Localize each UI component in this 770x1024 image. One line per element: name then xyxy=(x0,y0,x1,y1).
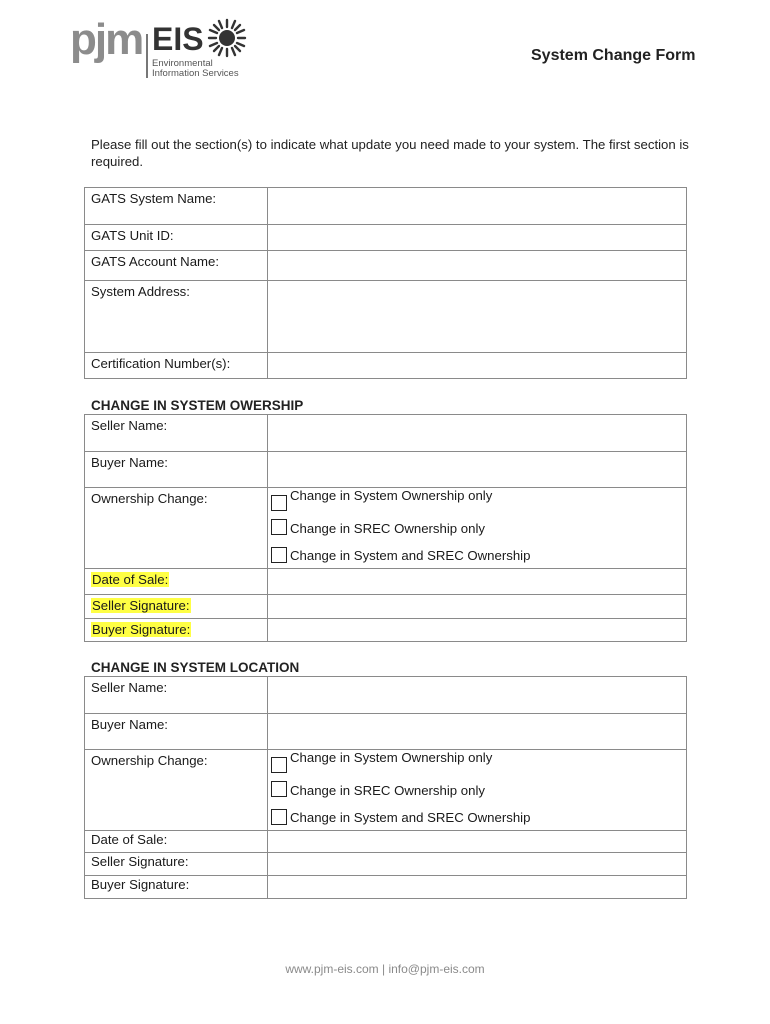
seller-signature-label: Seller Signature: xyxy=(85,595,268,619)
location-table xyxy=(84,676,687,899)
ownership-table xyxy=(84,414,687,642)
buyer-name-label: Buyer Name: xyxy=(85,714,268,750)
buyer-name-field[interactable] xyxy=(268,452,687,488)
sunburst-icon xyxy=(207,18,247,58)
logo-pjm: pjm xyxy=(70,15,143,64)
buyer-signature-field[interactable] xyxy=(268,619,687,642)
date-of-sale-field[interactable] xyxy=(268,831,687,853)
gats-unit-id-label: GATS Unit ID: xyxy=(85,225,268,251)
option-label: Change in System Ownership only xyxy=(290,488,493,503)
ownership-change-options xyxy=(268,488,687,569)
table-row xyxy=(85,225,687,251)
system-info-table xyxy=(84,187,687,379)
buyer-name-label: Buyer Name: xyxy=(85,452,268,488)
seller-name-label: Seller Name: xyxy=(85,677,268,714)
table-row xyxy=(85,188,687,225)
checkbox-icon[interactable] xyxy=(271,781,287,797)
option-label: Change in System and SREC Ownership xyxy=(290,810,531,825)
option-system-and-srec[interactable] xyxy=(268,546,686,568)
gats-system-name-field[interactable] xyxy=(268,188,687,225)
option-srec-ownership[interactable] xyxy=(268,518,686,546)
gats-unit-id-field[interactable] xyxy=(268,225,687,251)
seller-signature-field[interactable] xyxy=(268,595,687,619)
table-row xyxy=(85,876,687,899)
table-row xyxy=(85,750,687,831)
table-row xyxy=(85,488,687,569)
form-title: System Change Form xyxy=(531,47,696,64)
buyer-signature-field[interactable] xyxy=(268,876,687,899)
option-label: Change in System and SREC Ownership xyxy=(290,548,531,563)
gats-account-name-label: GATS Account Name: xyxy=(85,251,268,281)
logo-subtitle xyxy=(152,59,239,79)
option-label: Change in System Ownership only xyxy=(290,750,493,765)
buyer-name-field[interactable] xyxy=(268,714,687,750)
buyer-signature-label: Buyer Signature: xyxy=(85,619,268,642)
ownership-change-label: Ownership Change: xyxy=(85,488,268,569)
date-of-sale-label: Date of Sale: xyxy=(85,569,268,595)
logo-eis: EIS xyxy=(152,21,204,57)
table-row xyxy=(85,853,687,876)
option-system-ownership[interactable] xyxy=(268,488,686,518)
option-system-and-srec[interactable] xyxy=(268,808,686,830)
checkbox-icon[interactable] xyxy=(271,809,287,825)
ownership-change-label: Ownership Change: xyxy=(85,750,268,831)
table-row xyxy=(85,452,687,488)
option-system-ownership[interactable] xyxy=(268,750,686,780)
intro-text: Please fill out the section(s) to indicate what update you need made to your system. The first section is required. xyxy=(91,137,689,169)
checkbox-icon[interactable] xyxy=(271,757,287,773)
table-row xyxy=(85,353,687,379)
table-row xyxy=(85,251,687,281)
table-row xyxy=(85,281,687,353)
table-row xyxy=(85,619,687,642)
seller-signature-field[interactable] xyxy=(268,853,687,876)
checkbox-icon[interactable] xyxy=(271,547,287,563)
table-row xyxy=(85,569,687,595)
date-of-sale-field[interactable] xyxy=(268,569,687,595)
ownership-change-options xyxy=(268,750,687,831)
seller-signature-label: Seller Signature: xyxy=(85,853,268,876)
checkbox-icon[interactable] xyxy=(271,519,287,535)
table-row xyxy=(85,595,687,619)
system-address-field[interactable] xyxy=(268,281,687,353)
seller-name-label: Seller Name: xyxy=(85,415,268,452)
ownership-section-heading: CHANGE IN SYSTEM OWERSHIP xyxy=(91,398,304,413)
logo-subtitle-line1: Environmental xyxy=(152,58,213,69)
buyer-signature-label: Buyer Signature: xyxy=(85,876,268,899)
option-label: Change in SREC Ownership only xyxy=(290,783,485,798)
system-address-label: System Address: xyxy=(85,281,268,353)
option-label: Change in SREC Ownership only xyxy=(290,521,485,536)
table-row xyxy=(85,415,687,452)
certification-number-label: Certification Number(s): xyxy=(85,353,268,379)
location-section-heading: CHANGE IN SYSTEM LOCATION xyxy=(91,660,300,675)
seller-name-field[interactable] xyxy=(268,677,687,714)
seller-name-field[interactable] xyxy=(268,415,687,452)
date-of-sale-label: Date of Sale: xyxy=(85,831,268,853)
logo-subtitle-line2: Information Services xyxy=(152,68,239,79)
certification-number-field[interactable] xyxy=(268,353,687,379)
gats-account-name-field[interactable] xyxy=(268,251,687,281)
logo-divider xyxy=(146,34,148,78)
checkbox-icon[interactable] xyxy=(271,495,287,511)
table-row xyxy=(85,677,687,714)
table-row xyxy=(85,714,687,750)
footer-contact: www.pjm-eis.com | info@pjm-eis.com xyxy=(285,962,485,976)
gats-system-name-label: GATS System Name: xyxy=(85,188,268,225)
option-srec-ownership[interactable] xyxy=(268,780,686,808)
table-row xyxy=(85,831,687,853)
